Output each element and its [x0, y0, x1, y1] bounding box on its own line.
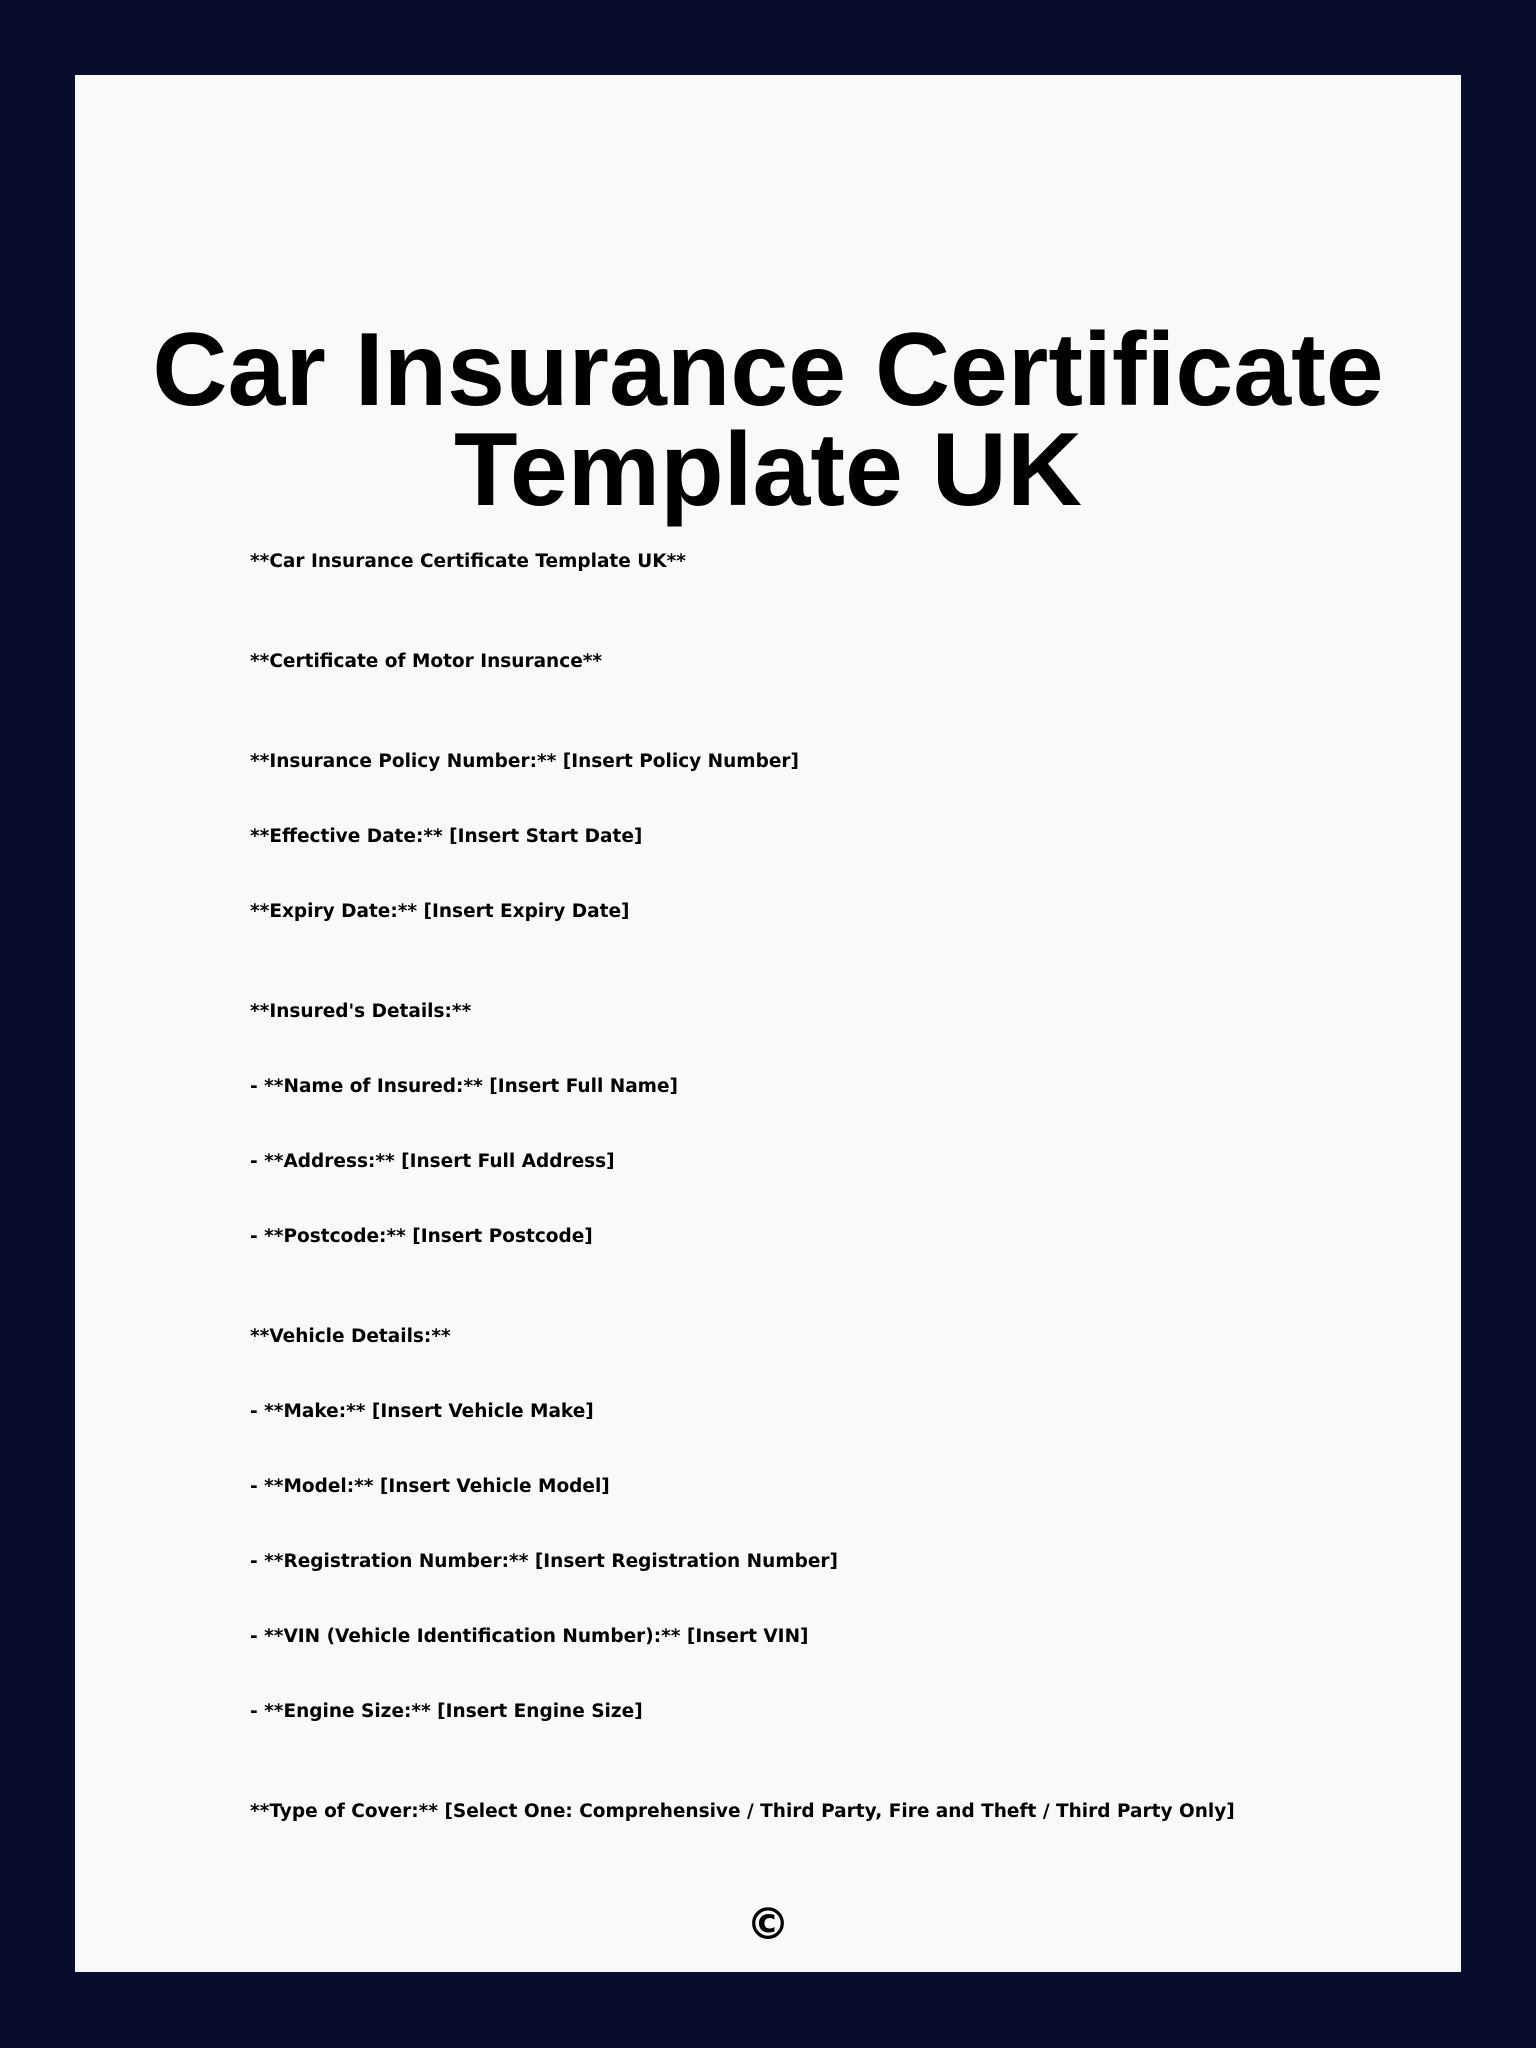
document-title: [75, 312, 1461, 528]
heading-vehicle-details: **Vehicle Details:**: [250, 1326, 451, 1347]
field-engine-size: - **Engine Size:** [Insert Engine Size]: [250, 1701, 643, 1722]
field-postcode: - **Postcode:** [Insert Postcode]: [250, 1226, 593, 1247]
field-registration-number: - **Registration Number:** [Insert Registration Number]: [250, 1551, 838, 1572]
heading-certificate: **Certificate of Motor Insurance**: [250, 651, 603, 672]
heading-template-name: **Car Insurance Certificate Template UK**: [250, 551, 686, 572]
document-page: [75, 75, 1461, 1972]
field-make: - **Make:** [Insert Vehicle Make]: [250, 1401, 594, 1422]
field-expiry-date: **Expiry Date:** [Insert Expiry Date]: [250, 901, 630, 922]
field-vin: - **VIN (Vehicle Identification Number):** [Insert VIN]: [250, 1626, 809, 1647]
field-address: - **Address:** [Insert Full Address]: [250, 1151, 615, 1172]
title-line-1: Car Insurance Certificate: [152, 312, 1384, 428]
copyright-icon: ©: [746, 1899, 790, 1950]
field-model: - **Model:** [Insert Vehicle Model]: [250, 1476, 610, 1497]
field-policy-number: **Insurance Policy Number:** [Insert Policy Number]: [250, 751, 799, 772]
title-line-2: Template UK: [454, 412, 1082, 528]
heading-insured-details: **Insured's Details:**: [250, 1001, 472, 1022]
field-insured-name: - **Name of Insured:** [Insert Full Name]: [250, 1076, 678, 1097]
field-type-of-cover: **Type of Cover:** [Select One: Comprehensive / Third Party, Fire and Theft / Third Party Only]: [250, 1801, 1235, 1822]
field-effective-date: **Effective Date:** [Insert Start Date]: [250, 826, 643, 847]
